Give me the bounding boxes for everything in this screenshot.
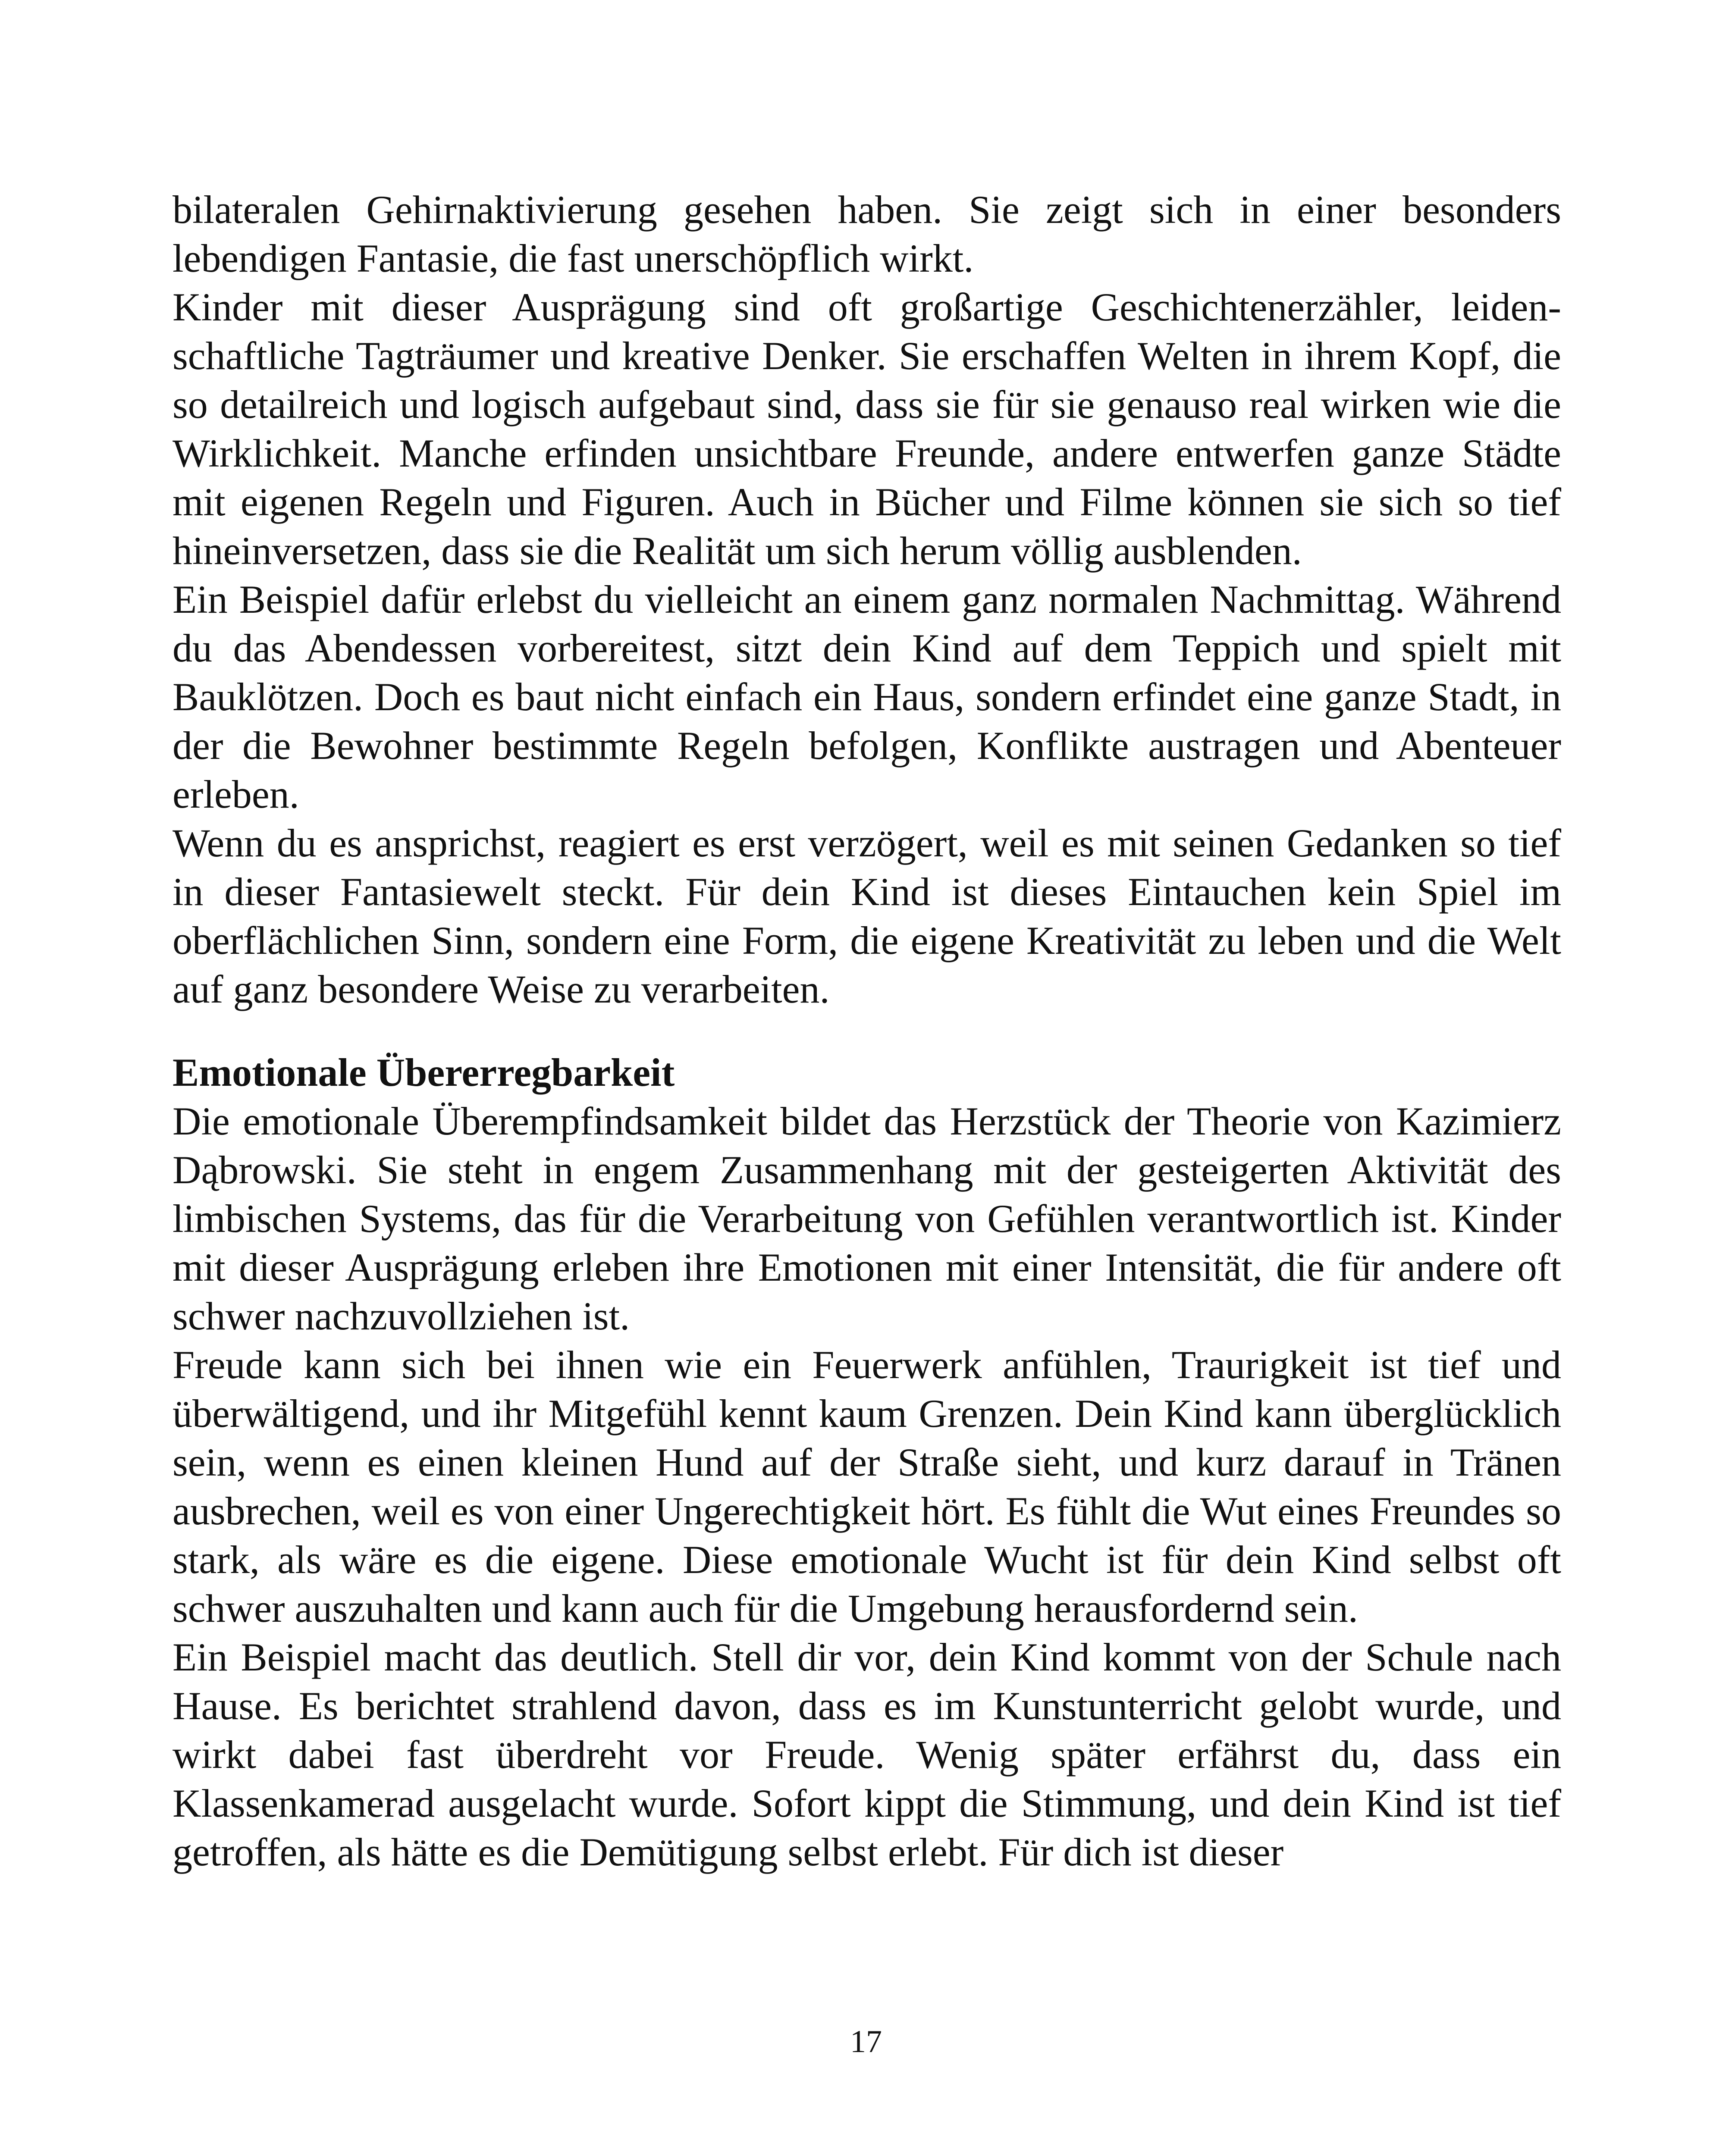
paragraph: Freude kann sich bei ihnen wie ein Feuerwerk anfühlen, Traurigkeit ist tief und überwältigend, und ihr Mitgefühl kennt kaum Grenzen. Dein Kind kann überglücklich sein, wenn es einen kleinen Hund auf der Straße sieht, und kurz darauf in Tränen ausbrechen, weil es von einer Ungerechtigkeit hört. Es fühlt die Wut eines Freundes so stark, als wäre es die eigene. Diese emotionale Wucht ist für dein Kind selbst oft schwer auszuhalten und kann auch für die Umgebung herausfordernd sein. (173, 1343, 1561, 1630)
section-imaginational (173, 185, 1561, 1014)
paragraph: Die emotionale Überempfindsamkeit bildet das Herzstück der Theorie von Kazimierz Dąbrowski. Sie steht in engem Zusammenhang mit der gesteigerten Aktivität des limbischen Systems, das für die Verarbeitung von Gefühlen verantwortlich ist. Kinder mit dieser Ausprägung erleben ihre Emotionen mit einer Intensität, die für andere oft schwer nachzuvollziehen ist. (173, 1099, 1561, 1338)
paragraph: Ein Beispiel macht das deutlich. Stell dir vor, dein Kind kommt von der Schule nach Hause. Es berichtet strahlend davon, dass es im Kunstunterricht gelobt wurde, und wirkt dabei fast überdreht vor Freude. Wenig später erfährst du, dass ein Klassenkamerad ausgelacht wurde. Sofort kippt die Stimmung, und dein Kind ist tief getroffen, als hätte es die Demütigung selbst erlebt. Für dich ist dieser (173, 1635, 1561, 1874)
page-body (173, 185, 1561, 1877)
paragraph: bilateralen Gehirnaktivierung gesehen haben. Sie zeigt sich in einer besonders lebendigen Fantasie, die fast unerschöpflich wirkt. (173, 188, 1561, 280)
paragraph: Wenn du es ansprichst, reagiert es erst verzögert, weil es mit seinen Gedanken so tief in dieser Fantasiewelt steckt. Für dein Kind ist dieses Eintauchen kein Spiel im oberflächlichen Sinn, sondern eine Form, die eigene Kreativität zu leben und die Welt auf ganz besondere Weise zu verarbeiten. (173, 821, 1561, 1011)
paragraph: Kinder mit dieser Ausprägung sind oft großartige Geschichtenerzähler, leidenschaftliche Tagträumer und kreative Denker. Sie erschaffen Welten in ihrem Kopf, die so detailreich und logisch aufgebaut sind, dass sie für sie genauso real wirken wie die Wirklichkeit. Manche erfinden unsichtbare Freunde, andere entwerfen ganze Städte mit eigenen Regeln und Figuren. Auch in Bücher und Filme können sie sich so tief hineinversetzen, dass sie die Realität um sich herum völlig ausblenden. (173, 285, 1561, 573)
paragraph: Ein Beispiel dafür erlebst du vielleicht an einem ganz normalen Nachmittag. Während du das Abendessen vorbereitest, sitzt dein Kind auf dem Teppich und spielt mit Bauklötzen. Doch es baut nicht einfach ein Haus, sondern erfindet eine ganze Stadt, in der die Bewohner bestimmte Regeln befolgen, Konflikte austragen und Abenteuer erleben. (173, 577, 1561, 816)
section-heading: Emotionale Übererregbarkeit (173, 1050, 675, 1094)
section-emotional (173, 1048, 1561, 1877)
page-number: 17 (850, 2024, 882, 2059)
